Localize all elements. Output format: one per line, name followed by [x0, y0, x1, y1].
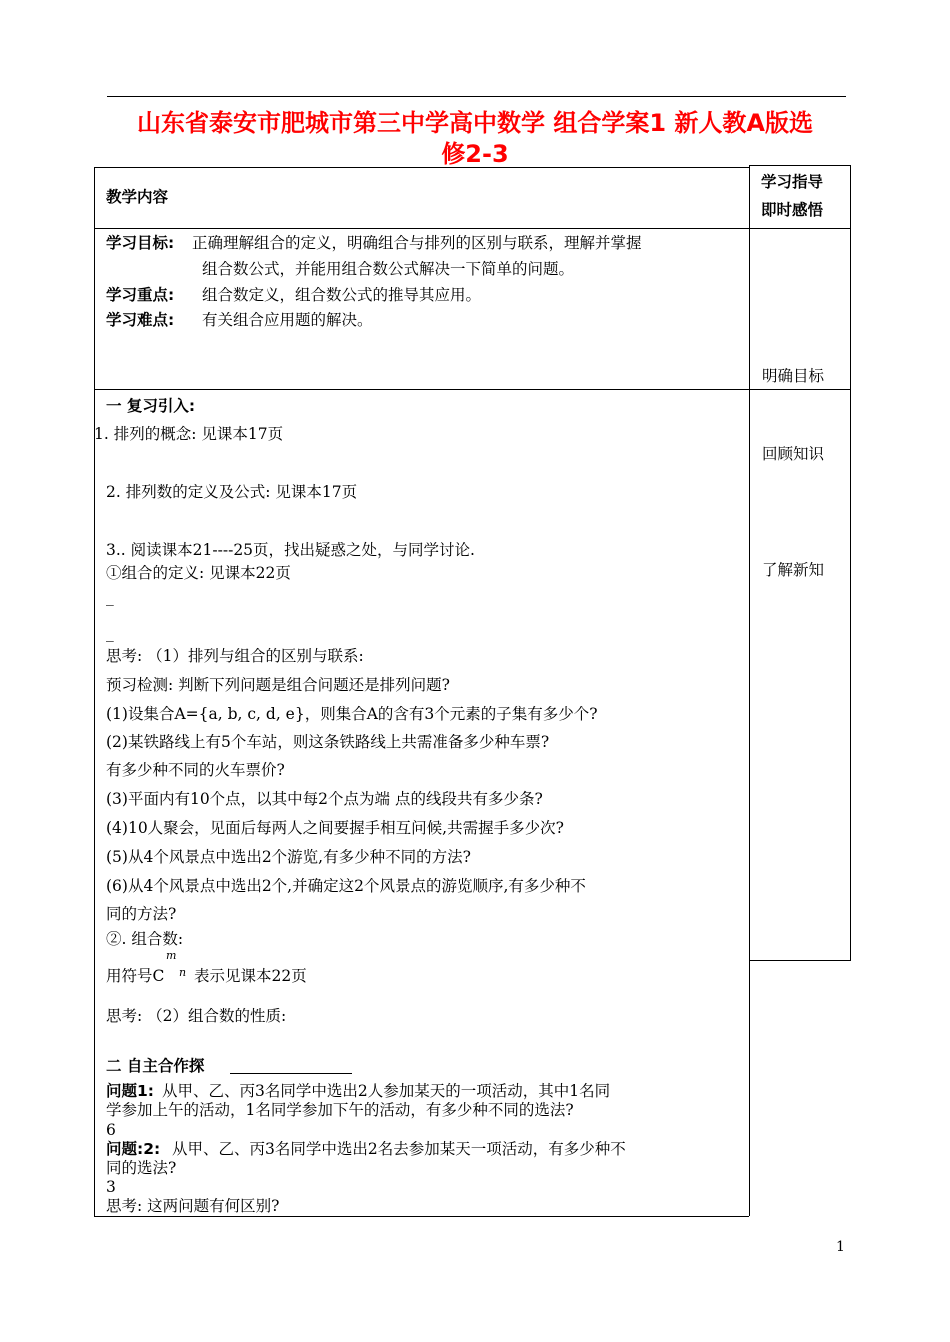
table-header-divider [94, 228, 850, 229]
title-line-1: 山东省泰安市肥城市第三中学高中数学 组合学案1 新人教A版选 [137, 109, 813, 137]
question-5: (5)从4个风景点中选出2个游览,有多少种不同的方法? [106, 848, 471, 866]
top-rule [107, 96, 846, 97]
question-2b: 有多少种不同的火车票价? [106, 761, 285, 779]
review-heading: 一 复习引入: [106, 397, 196, 415]
table-top-border [94, 167, 749, 168]
review-item-2: 2. 排列数的定义及公式: 见课本17页 [106, 483, 358, 501]
table-top-border-right [749, 165, 850, 166]
question-3: (3)平面内有10个点，以其中每2个点为端 点的线段共有多少条? [106, 790, 543, 808]
think-2: 思考: （2）组合数的性质: [106, 1007, 287, 1025]
problem-2-text-1: 从甲、乙、丙3名同学中选出2名去参加某天一项活动，有多少种不 [172, 1140, 626, 1158]
table-goals-divider [94, 389, 850, 390]
question-2: (2)某铁路线上有5个车站，则这条铁路线上共需准备多少种车票? [106, 733, 550, 751]
think-1: 思考: （1）排列与组合的区别与联系: [106, 647, 364, 665]
table-right-border [850, 165, 851, 961]
think-3: 思考: 这两问题有何区别? [106, 1197, 280, 1215]
notation-superscript: m [166, 949, 177, 962]
question-4: (4)10人聚会，见面后每两人之间要握手相互问候,共需握手多少次? [106, 819, 564, 837]
combination-number-item: ②. 组合数: [106, 930, 184, 948]
question-6a: (6)从4个风景点中选出2个,并确定这2个风景点的游览顺序,有多少种不 [106, 877, 586, 895]
cooperation-heading-underline [230, 1073, 352, 1074]
question-1: (1)设集合A={a, b, c, d, e}，则集合A的含有3个元素的子集有多少个? [106, 705, 598, 723]
problem-2-answer: 3 [106, 1178, 116, 1196]
page-number: 1 [836, 1239, 845, 1255]
goal-text-2: 组合数公式，并能用组合数公式解决一下简单的问题。 [202, 260, 575, 278]
table-left-border [94, 167, 95, 1216]
question-6b: 同的方法? [106, 905, 177, 923]
problem-1-text-2: 学参加上午的活动，1名同学参加下午的活动，有多少种不同的选法? [106, 1101, 574, 1119]
table-right-divider [749, 960, 850, 961]
side-note-review: 回顾知识 [762, 445, 825, 463]
review-item-3: 3.. 阅读课本21----25页，找出疑惑之处，与同学讨论. [106, 541, 475, 559]
title-line-2: 修2-3 [441, 140, 509, 168]
review-item-1: 1. 排列的概念: 见课本17页 [94, 425, 284, 443]
blank-line-2: _ [106, 624, 114, 642]
problem-1-label: 问题1: [106, 1082, 154, 1100]
problem-2-label: 问题:2: [106, 1140, 161, 1158]
notation-subscript: n [179, 966, 187, 979]
cooperation-heading: 二 自主合作探 [106, 1057, 205, 1075]
goal-text-1: 正确理解组合的定义，明确组合与排列的区别与联系，理解并掌握 [192, 234, 642, 252]
table-column-divider [749, 165, 750, 1216]
focus-label: 学习重点: [106, 286, 175, 304]
header-teaching-content: 教学内容 [106, 188, 169, 206]
difficulty-label: 学习难点: [106, 311, 175, 329]
blank-line-1: _ [106, 588, 114, 606]
review-item-3a: ①组合的定义: 见课本22页 [106, 564, 291, 582]
problem-1-answer: 6 [106, 1121, 116, 1139]
notation-text-before: 用符号C [106, 967, 165, 985]
goal-label: 学习目标: [106, 234, 175, 252]
side-note-new: 了解新知 [762, 561, 825, 579]
problem-2-text-2: 同的选法? [106, 1159, 177, 1177]
header-reflection: 即时感悟 [761, 201, 824, 219]
table-bottom-border [94, 1216, 749, 1217]
problem-1-text-1: 从甲、乙、丙3名同学中选出2人参加某天的一项活动，其中1名同 [162, 1082, 611, 1100]
preview-check: 预习检测: 判断下列问题是组合问题还是排列问题? [106, 676, 450, 694]
document-title [100, 108, 850, 170]
focus-text: 组合数定义，组合数公式的推导其应用。 [202, 286, 482, 304]
notation-text-after: 表示见课本22页 [194, 967, 307, 985]
side-note-goals: 明确目标 [762, 367, 825, 385]
header-guidance: 学习指导 [761, 173, 824, 191]
difficulty-text: 有关组合应用题的解决。 [202, 311, 373, 329]
